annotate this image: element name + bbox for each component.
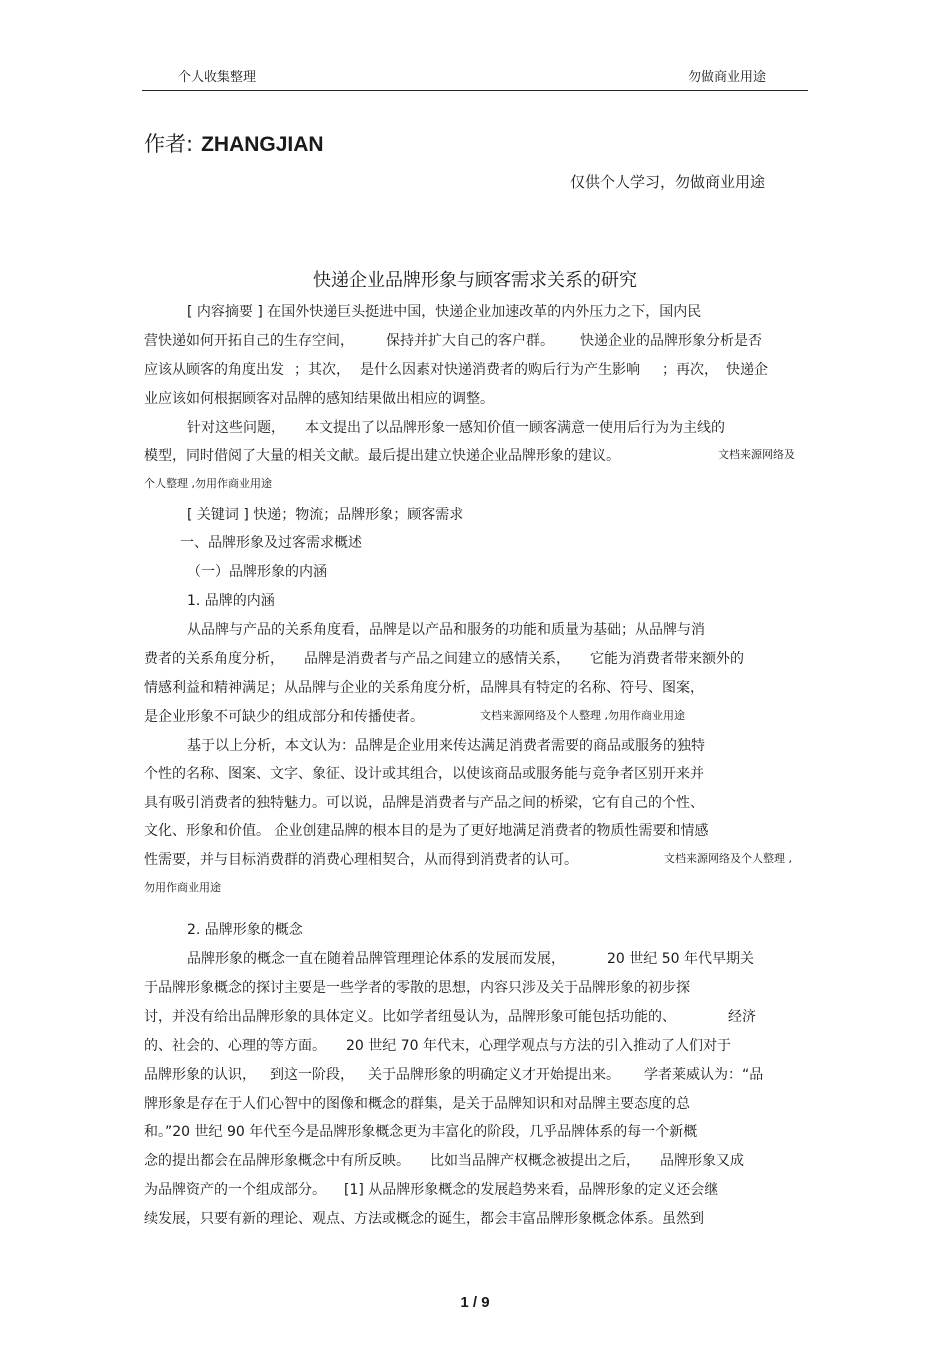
source-note: 个人整理 ,勿用作商业用途 bbox=[144, 477, 272, 490]
text-seg: 营快递如何开拓自己的生存空间， bbox=[144, 333, 354, 349]
text-seg: 到这一阶段， bbox=[270, 1067, 354, 1083]
body-line: 基于以上分析，本文认为：品牌是企业用来传达满足消费者需要的商品或服务的独特 bbox=[187, 738, 705, 754]
document-title: 快递企业品牌形象与顾客需求关系的研究 bbox=[313, 270, 637, 291]
text-seg: 针对这些问题， bbox=[187, 420, 285, 436]
text-seg: 保持并扩大自己的客户群。 bbox=[386, 333, 554, 349]
body-line: 是企业形象不可缺少的组成部分和传播使者。 bbox=[144, 709, 424, 725]
body-line: 情感利益和精神满足；从品牌与企业的关系角度分析，品牌具有特定的名称、符号、图案， bbox=[144, 680, 704, 696]
body-line: 牌形象是存在于人们心智中的图像和概念的群集，是关于品牌知识和对品牌主要态度的总 bbox=[144, 1096, 690, 1112]
body-line: 于品牌形象概念的探讨主要是一些学者的零散的思想，内容只涉及关于品牌形象的初步探 bbox=[144, 980, 690, 996]
abstract-line bbox=[144, 331, 762, 351]
body-line bbox=[144, 1007, 756, 1027]
source-note: 文档来源网络及 bbox=[718, 448, 795, 461]
page-number: 1 / 9 bbox=[460, 1294, 490, 1311]
header-divider bbox=[142, 90, 808, 91]
body-line bbox=[144, 1065, 763, 1085]
text-seg: [1] 从品牌形象概念的发展趋势来看，品牌形象的定义还会继 bbox=[344, 1182, 719, 1198]
abstract-line: 业应该如何根据顾客对品牌的感知结果做出相应的调整。 bbox=[144, 391, 494, 407]
header-right-text: 勿做商业用途 bbox=[688, 70, 767, 85]
text-seg: ；其次， bbox=[294, 362, 350, 378]
text-seg: 是什么因素对快递消费者的购后行为产生影响 bbox=[360, 362, 640, 378]
source-note: 勿用作商业用途 bbox=[144, 881, 221, 894]
usage-notice: 仅供个人学习，勿做商业用途 bbox=[569, 173, 765, 191]
text-seg: 讨，并没有给出品牌形象的具体定义。比如学者纽曼认为，品牌形象可能包括功能的、 bbox=[144, 1009, 676, 1025]
text-seg: 快递企 bbox=[726, 362, 768, 378]
text-seg: 品牌形象又成 bbox=[660, 1153, 744, 1169]
body-line bbox=[144, 1151, 744, 1171]
text-seg: 经济 bbox=[728, 1009, 756, 1025]
body-line: 文化、形象和价值。 企业创建品牌的根本目的是为了更好地满足消费者的物质性需要和情感 bbox=[144, 823, 709, 839]
text-seg: 费者的关系角度分析， bbox=[144, 651, 284, 667]
subsection-heading: 1. 品牌的内涵 bbox=[187, 593, 275, 609]
abstract-line: [ 内容摘要 ] 在国外快递巨头挺进中国，快递企业加速改革的内外压力之下，国内民 bbox=[187, 304, 702, 320]
author-name: ZHANGJIAN bbox=[201, 133, 324, 156]
body-line bbox=[144, 649, 744, 669]
body-line: 具有吸引消费者的独特魅力。可以说，品牌是消费者与产品之间的桥梁，它有自己的个性、 bbox=[144, 795, 704, 811]
text-seg: 比如当品牌产权概念被提出之后， bbox=[430, 1153, 640, 1169]
body-line bbox=[187, 949, 754, 969]
abstract-line bbox=[144, 360, 768, 380]
abstract-line bbox=[187, 418, 725, 438]
source-note: 文档来源网络及个人整理 ,勿用作商业用途 bbox=[480, 709, 685, 722]
text-seg: 关于品牌形象的明确定义才开始提出来。 bbox=[368, 1067, 620, 1083]
body-line bbox=[144, 1180, 718, 1200]
body-line bbox=[144, 1036, 731, 1056]
author-label: 作者: bbox=[144, 132, 194, 156]
text-seg: 20 世纪 50 年代早期关 bbox=[607, 951, 754, 967]
body-line: 续发展，只要有新的理论、观点、方法或概念的诞生，都会丰富品牌形象概念体系。虽然到 bbox=[144, 1211, 704, 1227]
body-line: 和。”20 世纪 90 年代至今是品牌形象概念更为丰富化的阶段，几乎品牌体系的每一个新概 bbox=[144, 1124, 698, 1140]
body-line: 性需要，并与目标消费群的消费心理相契合，从而得到消费者的认可。 bbox=[144, 852, 578, 868]
text-seg: 念的提出都会在品牌形象概念中有所反映。 bbox=[144, 1153, 410, 1169]
text-seg: 品牌是消费者与产品之间建立的感情关系， bbox=[304, 651, 570, 667]
subsection-heading: （一）品牌形象的内涵 bbox=[187, 564, 327, 580]
abstract-line: 模型，同时借阅了大量的相关文献。最后提出建立快递企业品牌形象的建议。 bbox=[144, 448, 620, 464]
text-seg: 应该从顾客的角度出发 bbox=[144, 362, 284, 378]
text-seg: 学者莱威认为：“品 bbox=[644, 1067, 764, 1083]
header-left-text: 个人收集整理 bbox=[178, 70, 257, 85]
body-line: 从品牌与产品的关系角度看，品牌是以产品和服务的功能和质量为基础；从品牌与消 bbox=[187, 622, 705, 638]
text-seg: ；再次， bbox=[662, 362, 718, 378]
keywords-line: [ 关键词 ] 快递；物流；品牌形象；顾客需求 bbox=[187, 507, 464, 523]
section-heading: 一、品牌形象及过客需求概述 bbox=[180, 535, 362, 551]
text-seg: 品牌形象的概念一直在随着品牌管理理论体系的发展而发展， bbox=[187, 951, 565, 967]
source-note: 文档来源网络及个人整理 , bbox=[664, 852, 792, 865]
text-seg: 为品牌资产的一个组成部分。 bbox=[144, 1182, 326, 1198]
subsection-heading: 2. 品牌形象的概念 bbox=[187, 922, 303, 938]
body-line: 个性的名称、图案、文字、象征、设计或其组合，以使该商品或服务能与竞争者区别开来并 bbox=[144, 766, 704, 782]
text-seg: 本文提出了以品牌形象一感知价值一顾客满意一使用后行为为主线的 bbox=[305, 420, 725, 436]
text-seg: 它能为消费者带来额外的 bbox=[590, 651, 744, 667]
text-seg: 快递企业的品牌形象分析是否 bbox=[580, 333, 762, 349]
text-seg: 20 世纪 70 年代末，心理学观点与方法的引入推动了人们对于 bbox=[346, 1038, 731, 1054]
text-seg: 的、社会的、心理的等方面。 bbox=[144, 1038, 326, 1054]
text-seg: 品牌形象的认识， bbox=[144, 1067, 256, 1083]
author-line bbox=[144, 128, 324, 158]
